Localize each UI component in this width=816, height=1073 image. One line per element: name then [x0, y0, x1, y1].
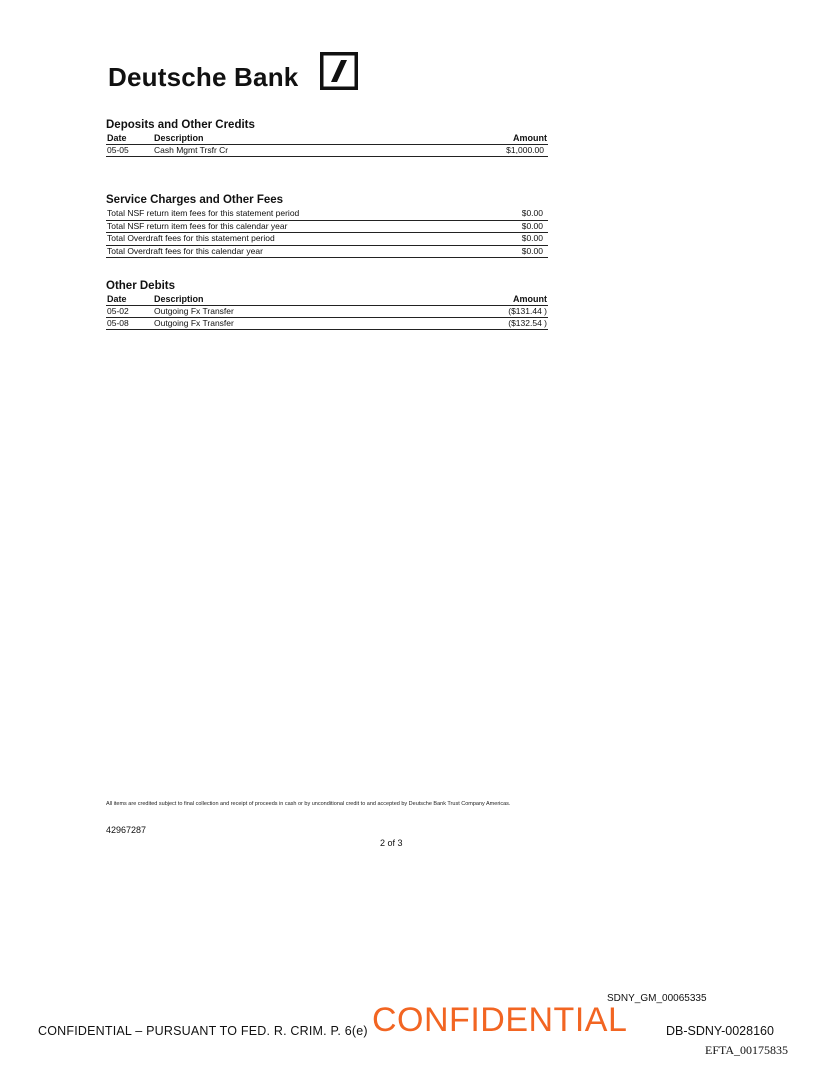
amount-column-header: Amount — [513, 133, 547, 143]
account-reference: 42967287 — [106, 825, 147, 835]
debits-title: Other Debits — [106, 280, 176, 292]
fee-amount: $0.00 — [521, 220, 543, 231]
debits-header — [106, 294, 548, 306]
fee-label: Total NSF return item fees for this calendar year — [107, 220, 288, 231]
bank-name: Deutsche Bank — [108, 62, 299, 92]
description-column-header: Description — [154, 133, 204, 143]
fee-amount: $0.00 — [521, 233, 543, 243]
row-date: 05-08 — [107, 318, 129, 328]
row-date: 05-05 — [107, 145, 129, 155]
row-amount: $1,000.00 — [506, 145, 544, 155]
confidential-notice: CONFIDENTIAL – PURSUANT TO FED. R. CRIM. P. 6(e) — [38, 1024, 368, 1038]
date-column-header: Date — [107, 294, 127, 304]
confidential-stamp: CONFIDENTIAL — [372, 1001, 628, 1039]
row-amount: ($131.44 ) — [508, 306, 547, 316]
fee-amount: $0.00 — [521, 245, 543, 256]
table-row — [106, 306, 548, 318]
deutsche-bank-logo-icon — [320, 52, 358, 90]
efta-number: EFTA_00175835 — [705, 1043, 789, 1057]
table-row — [106, 246, 548, 259]
table-row — [106, 318, 548, 330]
row-amount: ($132.54 ) — [508, 318, 547, 328]
table-row — [106, 145, 548, 157]
table-row — [106, 208, 548, 221]
debits-section — [106, 280, 548, 330]
deposits-header — [106, 133, 548, 145]
fee-amount: $0.00 — [521, 208, 543, 218]
row-description: Outgoing Fx Transfer — [154, 318, 234, 328]
table-row — [106, 221, 548, 234]
date-column-header: Date — [107, 133, 127, 143]
description-column-header: Description — [154, 294, 204, 304]
page-number: 2 of 3 — [380, 838, 403, 848]
fee-label: Total Overdraft fees for this calendar year — [107, 245, 263, 256]
table-row — [106, 233, 548, 246]
fees-title: Service Charges and Other Fees — [106, 194, 284, 206]
row-description: Outgoing Fx Transfer — [154, 306, 234, 316]
disclaimer-note: All items are credited subject to final collection and receipt of proceeds in cash or by unconditional credit to and accepted by Deutsche Bank Trust Company Americas. — [106, 801, 511, 807]
amount-column-header: Amount — [513, 294, 547, 304]
deposits-section — [106, 119, 548, 157]
bates-number-bottom: DB-SDNY-0028160 — [666, 1024, 774, 1038]
deposits-title: Deposits and Other Credits — [106, 119, 255, 131]
bates-number-top: SDNY_GM_00065335 — [607, 993, 707, 1004]
row-description: Cash Mgmt Trsfr Cr — [154, 145, 229, 155]
fee-label: Total Overdraft fees for this statement period — [107, 233, 275, 243]
row-date: 05-02 — [107, 306, 129, 316]
fees-section — [106, 194, 548, 258]
fee-label: Total NSF return item fees for this statement period — [107, 208, 300, 218]
